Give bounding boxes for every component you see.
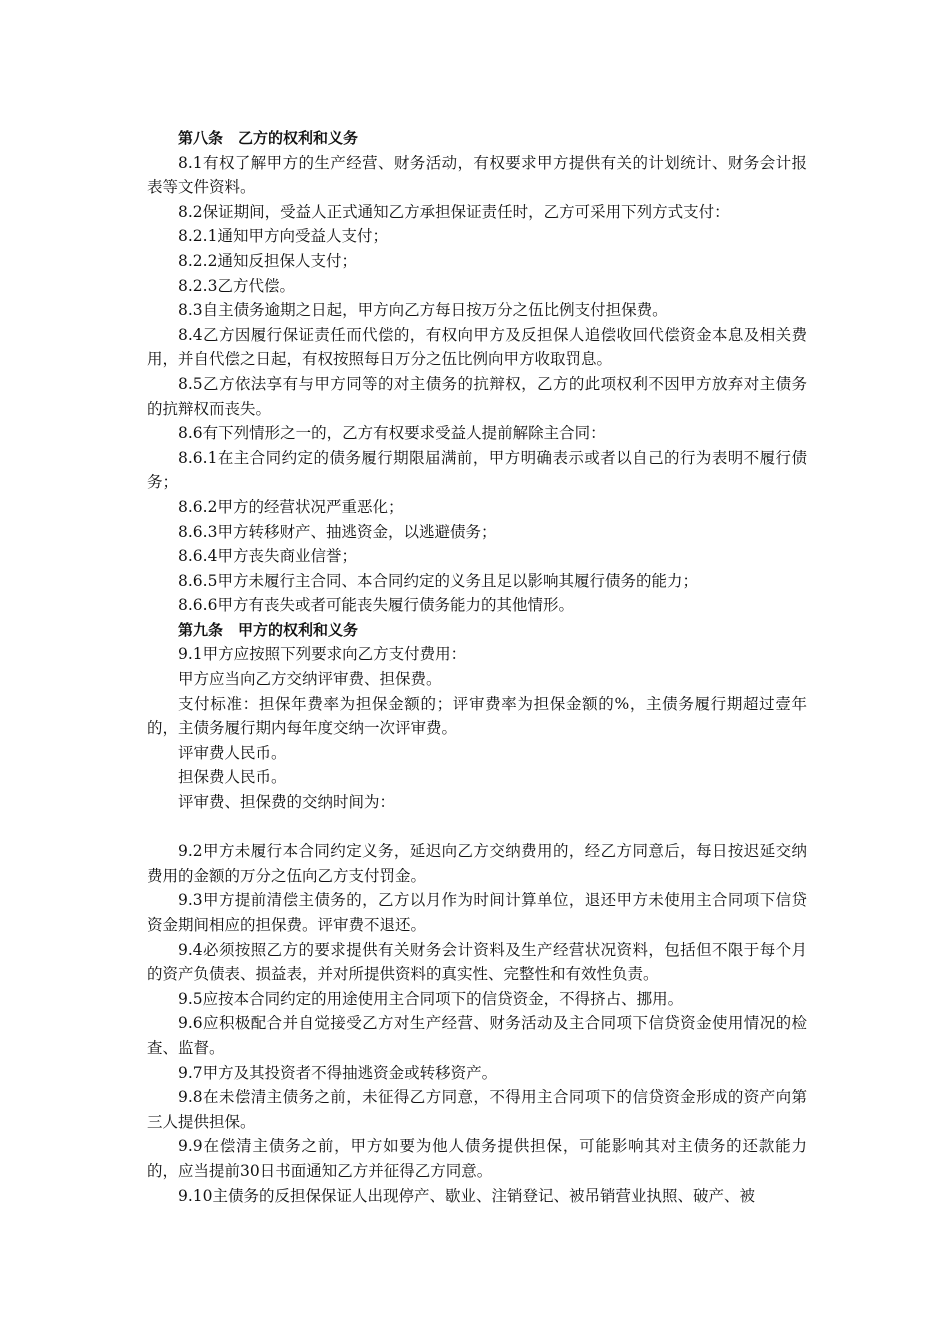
fee-requirement: 甲方应当向乙方交纳评审费、担保费。 xyxy=(178,670,442,689)
clause-8-6-2: 8.6.2甲方的经营状况严重恶化； xyxy=(178,497,404,516)
clause-9-7: 9.7甲方及其投资者不得抽逃资金或转移资产。 xyxy=(178,1063,498,1082)
clause-8-6: 8.6有下列情形之一的，乙方有权要求受益人提前解除主合同： xyxy=(178,424,606,443)
clause-8-6-3: 8.6.3甲方转移财产、抽逃资金，以逃避债务； xyxy=(178,522,497,541)
clause-9-10: 9.10主债务的反担保保证人出现停产、歇业、注销登记、被吊销营业执照、破产、被 xyxy=(178,1186,756,1205)
clause-8-6-6: 8.6.6甲方有丧失或者可能丧失履行债务能力的其他情形。 xyxy=(178,596,574,615)
clause-8-5: 8.5乙方依法享有与甲方同等的对主债务的抗辩权，乙方的此项权利不因甲方放弃对主债务的抗辩权而丧失。 xyxy=(147,374,807,418)
clause-9-4: 9.4必须按照乙方的要求提供有关财务会计资料及生产经营状况资料，包括但不限于每个月的资产负债表、损益表，并对所提供资料的真实性、完整性和有效性负责。 xyxy=(147,940,807,984)
clause-8-6-1: 8.6.1在主合同约定的债务履行期限届满前，甲方明确表示或者以自己的行为表明不履行债务； xyxy=(147,448,807,492)
document-page xyxy=(147,126,807,1208)
clause-8-6-5: 8.6.5甲方未履行主合同、本合同约定的义务且足以影响其履行债务的能力； xyxy=(178,571,698,590)
clause-8-1: 8.1有权了解甲方的生产经营、财务活动，有权要求甲方提供有关的计划统计、财务会计报表等文件资料。 xyxy=(147,153,807,197)
payment-standard: 支付标准：担保年费率为担保金额的；评审费率为担保金额的%，主债务履行期超过壹年的，主债务履行期内每年度交纳一次评审费。 xyxy=(147,694,807,738)
clause-9-2: 9.2甲方未履行本合同约定义务，延迟向乙方交纳费用的，经乙方同意后，每日按迟延交纳费用的金额的万分之伍向乙方支付罚金。 xyxy=(147,842,807,885)
section-9-heading: 第九条 甲方的权利和义务 xyxy=(178,620,359,639)
clause-9-6: 9.6应积极配合并自觉接受乙方对生产经营、财务活动及主合同项下信贷资金使用情况的检查、监督。 xyxy=(147,1014,807,1057)
guarantee-fee-amount: 担保费人民币。 xyxy=(178,768,287,787)
section-8-heading: 第八条 乙方的权利和义务 xyxy=(178,129,359,147)
clause-9-3: 9.3甲方提前清偿主债务的，乙方以月作为时间计算单位，退还甲方未使用主合同项下信贷资金期间相应的担保费。评审费不退还。 xyxy=(147,891,807,934)
payment-time: 评审费、担保费的交纳时间为： xyxy=(178,793,396,812)
clause-9-8: 9.8在未偿清主债务之前，未征得乙方同意，不得用主合同项下的信贷资金形成的资产向第三人提供担保。 xyxy=(147,1088,807,1131)
clause-9-1: 9.1甲方应按照下列要求向乙方支付费用： xyxy=(178,645,467,664)
clause-8-2: 8.2保证期间，受益人正式通知乙方承担保证责任时，乙方可采用下列方式支付： xyxy=(178,202,730,221)
clause-9-9: 9.9在偿清主债务之前，甲方如要为他人债务提供担保，可能影响其对主债务的还款能力的，应当提前30日书面通知乙方并征得乙方同意。 xyxy=(147,1137,807,1180)
clause-8-2-1: 8.2.1通知甲方向受益人支付； xyxy=(178,227,388,246)
clause-8-2-3: 8.2.3乙方代偿。 xyxy=(178,276,295,295)
clause-8-6-4: 8.6.4甲方丧失商业信誉； xyxy=(178,547,357,566)
review-fee-amount: 评审费人民币。 xyxy=(178,743,287,762)
clause-8-4: 8.4乙方因履行保证责任而代偿的，有权向甲方及反担保人追偿收回代偿资金本息及相关费用，并自代偿之日起，有权按照每日万分之伍比例向甲方收取罚息。 xyxy=(147,325,807,369)
clause-8-3: 8.3自主债务逾期之日起，甲方向乙方每日按万分之伍比例支付担保费。 xyxy=(178,301,668,320)
clause-8-2-2: 8.2.2通知反担保人支付； xyxy=(178,251,357,270)
blank-line xyxy=(147,815,807,840)
clause-9-5: 9.5应按本合同约定的用途使用主合同项下的信贷资金，不得挤占、挪用。 xyxy=(178,989,684,1008)
